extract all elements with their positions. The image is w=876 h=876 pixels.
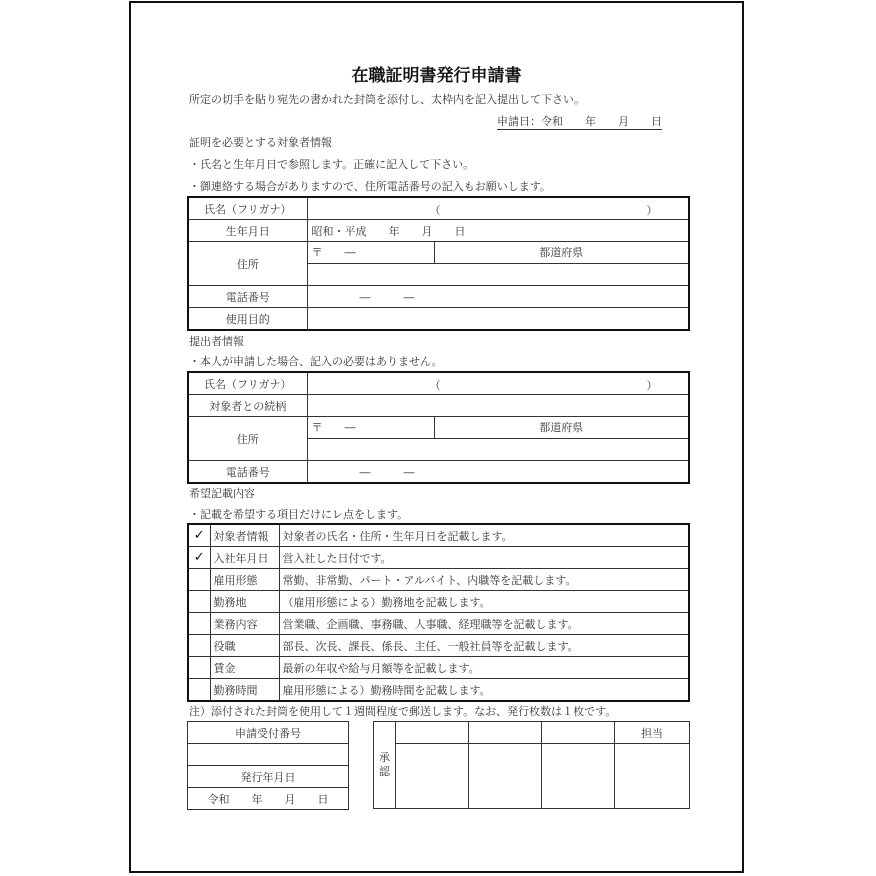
target-phone-dashes: ― ― [359, 290, 415, 304]
approval-stamp-3[interactable] [542, 744, 615, 809]
desired-item-label: 業務内容 [210, 613, 279, 635]
approval-header-3 [542, 722, 615, 744]
desired-item-description: 対象者の氏名・住所・生年月日を記載します。 [279, 524, 689, 547]
target-purpose-label: 使用目的 [188, 308, 307, 331]
receipt-box [187, 721, 349, 810]
target-postal: 〒 ― [308, 242, 435, 263]
check-box[interactable] [188, 679, 210, 702]
target-heading: 証明を必要とする対象者情報 [189, 136, 332, 149]
approval-box [373, 721, 690, 809]
target-dob-label: 生年月日 [188, 220, 307, 242]
submitter-relation-label: 対象者との続柄 [188, 395, 307, 417]
desired-item-row [188, 635, 689, 657]
approval-label: 承認 [374, 722, 396, 809]
desired-note: ・記載を希望する項目だけにレ点をします。 [189, 508, 409, 521]
submitter-note: ・本人が申請した場合、記入の必要はありません。 [189, 355, 443, 368]
approval-stamp-1[interactable] [396, 744, 469, 809]
submitter-postal: 〒 ― [308, 417, 435, 438]
desired-item-label: 入社年月日 [210, 547, 279, 569]
desired-item-description: 雇用形態による）勤務時間を記載します。 [279, 679, 689, 702]
submitter-phone-label: 電話番号 [188, 461, 307, 484]
check-box[interactable] [188, 657, 210, 679]
submitter-phone-field[interactable] [307, 461, 689, 484]
submitter-name-field[interactable] [307, 372, 689, 395]
target-purpose-field[interactable] [307, 308, 689, 331]
issue-date-field[interactable]: 令和 年 月 日 [188, 788, 349, 810]
check-box[interactable]: ✓ [188, 547, 210, 569]
submitter-relation-field[interactable] [307, 395, 689, 417]
check-box[interactable] [188, 591, 210, 613]
desired-item-row [188, 524, 689, 547]
submitter-heading: 提出者情報 [189, 335, 244, 348]
submitter-paren-close: ） [646, 379, 658, 392]
submitter-address-field[interactable] [307, 417, 689, 461]
target-prefecture: 都道府県 [539, 246, 584, 259]
desired-item-label: 勤務時間 [210, 679, 279, 702]
approval-header-2 [469, 722, 542, 744]
approval-stamp-2[interactable] [469, 744, 542, 809]
desired-item-row [188, 657, 689, 679]
approval-header-1 [396, 722, 469, 744]
desired-item-description: 営入社した日付です。 [279, 547, 689, 569]
target-phone-field[interactable] [307, 286, 689, 308]
target-info-table [187, 196, 690, 331]
issue-date-label: 発行年月日 [188, 766, 349, 788]
desired-item-description: 常勤、非常勤、パート・アルバイト、内職等を記載します。 [279, 569, 689, 591]
submitter-info-table [187, 371, 690, 484]
desired-item-row [188, 613, 689, 635]
target-phone-label: 電話番号 [188, 286, 307, 308]
application-form-page [129, 1, 744, 873]
desired-item-row [188, 591, 689, 613]
check-box[interactable] [188, 635, 210, 657]
submitter-phone-dashes: ― ― [359, 465, 415, 479]
submitter-address-label: 住所 [188, 417, 307, 461]
target-address-field[interactable] [307, 242, 689, 286]
desired-item-description: （雇用形態による）勤務地を記載します。 [279, 591, 689, 613]
desired-item-label: 勤務地 [210, 591, 279, 613]
receipt-number-label: 申請受付番号 [188, 722, 349, 744]
charge-stamp[interactable] [615, 744, 690, 809]
desired-content-table [187, 523, 690, 702]
target-paren-close: ） [646, 204, 658, 217]
receipt-number-field[interactable] [188, 744, 349, 766]
target-note-2: ・御連絡する場合がありますので、住所電話番号の記入もお願いします。 [189, 180, 551, 193]
target-address-label: 住所 [188, 242, 307, 286]
check-box[interactable] [188, 613, 210, 635]
desired-item-label: 役職 [210, 635, 279, 657]
desired-item-label: 雇用形態 [210, 569, 279, 591]
submitter-name-label: 氏名（フリガナ） [188, 372, 307, 395]
desired-item-row [188, 547, 689, 569]
submitter-prefecture: 都道府県 [539, 421, 584, 434]
target-paren-open: （ [429, 204, 441, 217]
submitter-paren-open: （ [429, 379, 441, 392]
footnote: 注）添付された封筒を使用して１週間程度で郵送します。なお、発行枚数は１枚です。 [189, 705, 617, 718]
desired-item-description: 最新の年収や給与月額等を記載します。 [279, 657, 689, 679]
desired-item-description: 営業職、企画職、事務職、人事職、経理職等を記載します。 [279, 613, 689, 635]
desired-item-row [188, 569, 689, 591]
target-note-1: ・氏名と生年月日で参照します。正確に記入して下さい。 [189, 158, 475, 171]
target-dob-field[interactable]: 昭和・平成 年 月 日 [307, 220, 689, 242]
desired-heading: 希望記載内容 [189, 487, 255, 500]
check-box[interactable]: ✓ [188, 524, 210, 547]
charge-label: 担当 [615, 722, 690, 744]
application-date: 申請日：令和 年 月 日 [497, 115, 662, 128]
desired-item-description: 部長、次長、課長、係長、主任、一般社員等を記載します。 [279, 635, 689, 657]
desired-item-label: 賃金 [210, 657, 279, 679]
target-name-field[interactable] [307, 197, 689, 220]
desired-item-label: 対象者情報 [210, 524, 279, 547]
intro-text: 所定の切手を貼り宛先の書かれた封筒を添付し、太枠内を記入提出して下さい。 [189, 93, 585, 106]
check-box[interactable] [188, 569, 210, 591]
desired-item-row [188, 679, 689, 702]
target-name-label: 氏名（フリガナ） [188, 197, 307, 220]
form-title: 在職証明書発行申請書 [351, 66, 522, 86]
